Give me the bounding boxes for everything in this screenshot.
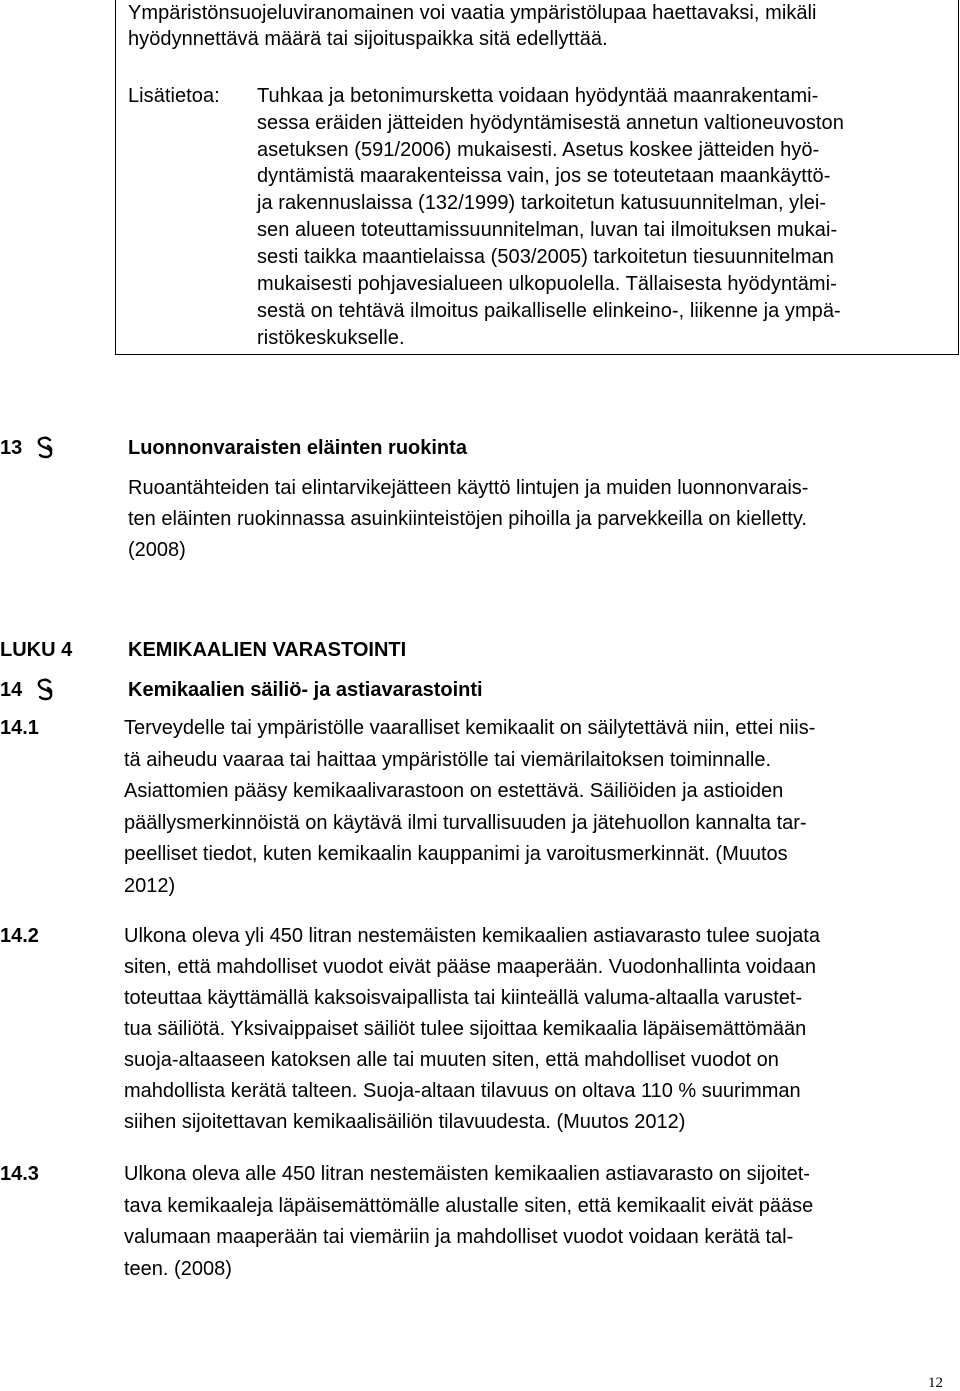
info-label: Lisätietoa: <box>128 85 220 107</box>
paragraph-line: tä aiheudu vaaraa tai haittaa ympäristölle tai viemärilaitoksen toiminnalle. <box>124 749 772 771</box>
chapter-label: LUKU 4 <box>0 639 73 661</box>
paragraph-line: tua säiliötä. Yksivaippaiset säiliöt tulee sijoittaa kemikaalia läpäisemättömään <box>124 1018 807 1040</box>
paragraph-line: suoja-altaaseen katoksen alle tai muuten siten, että mahdolliset vuodot on <box>124 1049 779 1071</box>
section-13-line: Ruoantähteiden tai elintarvikejätteen käyttö lintujen ja muiden luonnonvarais- <box>128 477 809 499</box>
paragraph-number: 14.1 <box>0 717 39 739</box>
chapter-title: KEMIKAALIEN VARASTOINTI <box>128 639 407 661</box>
section-sign-icon <box>34 678 56 704</box>
page-number: 12 <box>928 1375 943 1391</box>
paragraph-line: päällysmerkinnöistä on käytävä ilmi turvallisuuden ja jätehuollon kannalta tar- <box>124 812 807 834</box>
paragraph-line: mahdollista kerätä talteen. Suoja-altaan tilavuus on oltava 110 % suurimman <box>124 1080 801 1102</box>
info-line: sessa eräiden jätteiden hyödyntämisestä annetun valtioneuvoston <box>257 112 844 134</box>
info-line: Tuhkaa ja betonimursketta voidaan hyödyntää maanrakentami- <box>257 85 819 107</box>
paragraph-line: Ulkona oleva alle 450 litran nestemäisten kemikaalien astiavarasto on sijoitet- <box>124 1163 810 1185</box>
paragraph-line: siten, että mahdolliset vuodot eivät pääse maaperään. Vuodonhallinta voidaan <box>124 956 816 978</box>
info-line: ja rakennuslaissa (132/1999) tarkoitetun katusuunnitelman, ylei- <box>257 192 827 214</box>
paragraph-line: tava kemikaaleja läpäisemättömälle alustalle siten, että kemikaalit eivät pääse <box>124 1195 814 1217</box>
section-13-number: 13 <box>0 437 23 459</box>
section-13-line: (2008) <box>128 539 186 561</box>
info-intro-line-1: Ympäristönsuojeluviranomainen voi vaatia ympäristölupaa haettavaksi, mikäli <box>128 2 817 24</box>
paragraph-line: peelliset tiedot, kuten kemikaalin kauppanimi ja varoitusmerkinnät. (Muutos <box>124 843 788 865</box>
paragraph-line: valumaan maaperään tai viemäriin ja mahdolliset vuodot voidaan kerätä tal- <box>124 1226 794 1248</box>
info-line: sestä on tehtävä ilmoitus paikalliselle elinkeino-, liikenne ja ympä- <box>257 300 841 322</box>
info-intro-line-2: hyödynnettävä määrä tai sijoituspaikka sitä edellyttää. <box>128 28 608 50</box>
section-14-title: Kemikaalien säiliö- ja astiavarastointi <box>128 679 483 701</box>
section-14-number: 14 <box>0 679 23 701</box>
paragraph-number: 14.2 <box>0 925 39 947</box>
info-line: mukaisesti pohjavesialueen ulkopuolella. Tällaisesta hyödyntämi- <box>257 273 837 295</box>
paragraph-line: teen. (2008) <box>124 1258 232 1280</box>
section-sign-icon <box>34 436 56 462</box>
paragraph-line: Terveydelle tai ympäristölle vaaralliset kemikaalit on säilytettävä niin, ettei niis- <box>124 717 816 739</box>
paragraph-line: toteuttaa käyttämällä kaksoisvaipallista tai kiinteällä valuma-altaalla varustet- <box>124 987 803 1009</box>
info-line: sen alueen toteuttamissuunnitelman, luvan tai ilmoituksen mukai- <box>257 219 838 241</box>
section-13-line: ten eläinten ruokinnassa asuinkiinteistöjen pihoilla ja parvekkeilla on kielletty. <box>128 508 807 530</box>
paragraph-line: Ulkona oleva yli 450 litran nestemäisten kemikaalien astiavarasto tulee suojata <box>124 925 820 947</box>
paragraph-number: 14.3 <box>0 1163 39 1185</box>
info-line: dyntämistä maarakenteissa vain, jos se toteutetaan maankäyttö- <box>257 165 831 187</box>
info-line: asetuksen (591/2006) mukaisesti. Asetus koskee jätteiden hyö- <box>257 139 820 161</box>
paragraph-line: 2012) <box>124 875 176 897</box>
paragraph-line: siihen sijoitettavan kemikaalisäiliön tilavuudesta. (Muutos 2012) <box>124 1111 686 1133</box>
paragraph-line: Asiattomien pääsy kemikaalivarastoon on estettävä. Säiliöiden ja astioiden <box>124 780 784 802</box>
info-line: ristökeskukselle. <box>257 327 405 349</box>
section-13-title: Luonnonvaraisten eläinten ruokinta <box>128 437 467 459</box>
info-line: sesti taikka maantielaissa (503/2005) tarkoitetun tiesuunnitelman <box>257 246 834 268</box>
